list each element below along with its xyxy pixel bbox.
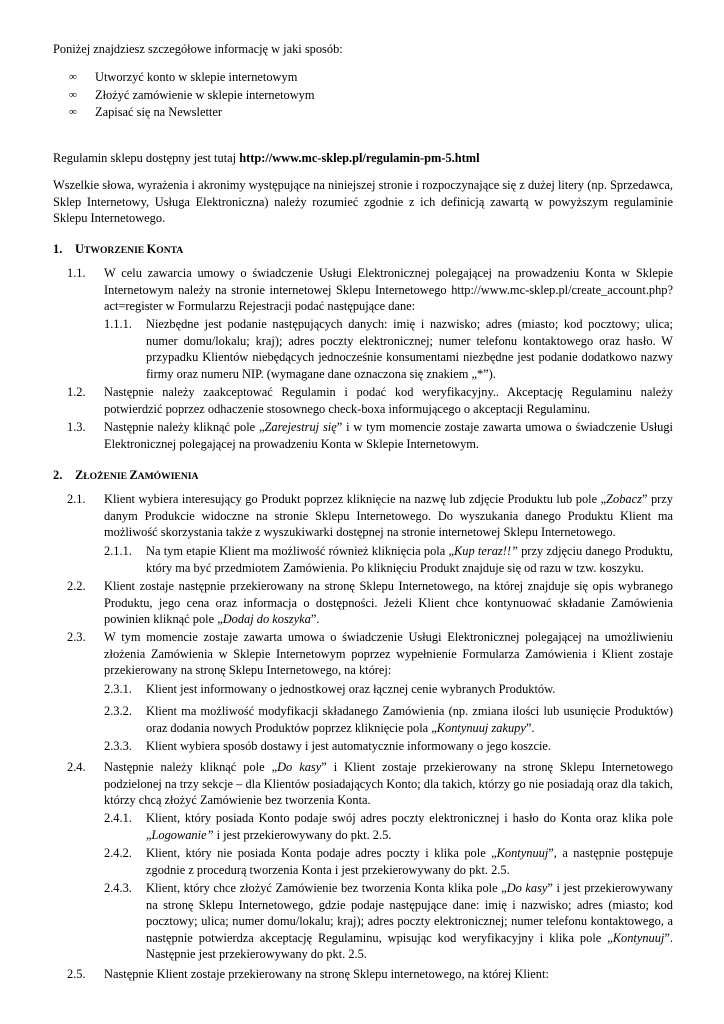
list-item — [69, 87, 315, 105]
clause-2-3-1 — [104, 681, 673, 698]
clause-text: Klient, który nie posiada Konta podaje adres poczty i klika pole „Kontynuuj”, a następnie postępuje zgodnie z procedurą tworzenia Konta i jest przekierowywany do pkt. 2.5. — [146, 846, 674, 877]
clause-1-3 — [67, 419, 673, 452]
clause-text: Następnie należy kliknąć pole „Do kasy” i Klient zostaje przekierowany na stronę Sklepu Internetowego podzielonej na trzy sekcje – dla Klientów posiadających Konto; dla takich, którzy go nie posiadają oraz dla takich, którzy chcą złożyć Zamówienie bez tworzenia Konta. — [104, 760, 674, 808]
section-heading-1 — [53, 241, 183, 260]
clause-2-2 — [67, 578, 673, 628]
intro-text: Poniżej znajdziesz szczegółowe informację w jaki sposób: — [53, 42, 343, 56]
clause-number: 1.1. — [67, 266, 86, 280]
clause-text: W tym momencie zostaje zawarta umowa o świadczenie Usługi Elektronicznej polegającej na umożliwieniu złożenia Zamówienia w Sklepie Internetowym poprzez wypełnienie Formularza Zamówienia i Klient zostaje przekierowany na stronę Sklepu Internetowego, na której: — [104, 630, 673, 678]
clause-text: Następnie Klient zostaje przekierowany na stronę Sklepu internetowego, na której Klient: — [104, 967, 549, 981]
section-title: ZŁOŻENIE ZAMÓWIENIA — [75, 468, 199, 482]
clause-text: Następnie należy zaakceptować Regulamin i podać kod weryfikacyjny.. Akceptację Regulaminu należy potwierdzić poprzez odhaczenie stosownego check-boxa informującego o akceptacji Regulaminu. — [104, 385, 673, 416]
clause-2-4-2 — [104, 845, 673, 878]
clause-number: 2.3.1. — [104, 682, 132, 696]
clause-2-1 — [67, 491, 673, 541]
clause-text: Następnie należy kliknąć pole „Zarejestruj się” i w tym momencie zostaje zawarta umowa o świadczenie Usługi Elektronicznej polegającej na prowadzeniu Konta w Sklepie Internetowym. — [104, 420, 673, 451]
clause-2-3-2 — [104, 703, 673, 736]
clause-text: Klient, który posiada Konto podaje swój adres poczty elektronicznej i hasło do Konta oraz klika pole „Logowanie” i jest przekierowywany do pkt. 2.5. — [146, 811, 673, 842]
clause-number: 2.5. — [67, 967, 86, 981]
clause-2-4 — [67, 759, 673, 809]
section-number: 1. — [53, 242, 63, 256]
clause-number: 2.4. — [67, 760, 86, 774]
clause-text: Klient wybiera interesujący go Produkt poprzez kliknięcie na nazwę lub zdjęcie Produktu lub pole „Zobacz” przy danym Produkcie widoczne na stronie Sklepu Internetowego. Do wyszukania danego Produktu Klient ma możliwość skorzystania także z wyszukiwarki dostępnej na stronie internetowej Sklepu Internetowego. — [104, 492, 673, 540]
clause-number: 1.1.1. — [104, 317, 132, 331]
clause-1-2 — [67, 384, 673, 417]
clause-text: Klient, który chce złożyć Zamówienie bez tworzenia Konta klika pole „Do kasy” i jest przekierowywany na stronę Sklepu Internetowego, gdzie podaje następujące dane: imię i nazwisko; adres (miasto; kod pocztowy; ulica; numer domu/lokalu; kraj); adres poczty elektronicznej; numer telefonu kontaktowego, a następnie potwierdza akceptację Regulaminu, wpisując kod weryfikacyjny i klika pole „Kontynuuj”. Następnie jest przekierowywany do pkt. 2.5. — [146, 881, 673, 962]
clause-number: 2.3.2. — [104, 704, 132, 718]
clause-2-4-3 — [104, 880, 673, 963]
clause-number: 2.1. — [67, 492, 86, 506]
regulamin-prefix: Regulamin sklepu dostępny jest tutaj — [53, 151, 240, 165]
clause-number: 2.3. — [67, 630, 86, 644]
bullet-text: Utworzyć konto w sklepie internetowym — [95, 70, 298, 84]
clause-2-3-3 — [104, 738, 673, 755]
clause-1-1-1 — [104, 316, 673, 382]
clause-2-5 — [67, 966, 673, 983]
clause-number: 2.4.2. — [104, 846, 132, 860]
bullet-text: Zapisać się na Newsletter — [95, 105, 222, 119]
infinity-bullet-icon: ∞ — [69, 88, 77, 101]
clause-text: Klient wybiera sposób dostawy i jest automatycznie informowany o jego koszcie. — [146, 739, 552, 753]
clause-text: Klient jest informowany o jednostkowej oraz łącznej cenie wybranych Produktów. — [146, 682, 556, 696]
clause-number: 1.2. — [67, 385, 86, 399]
clause-number: 2.4.3. — [104, 881, 132, 895]
clause-number: 1.3. — [67, 420, 86, 434]
section-title: UTWORZENIE KONTA — [75, 242, 184, 256]
clause-1-1 — [67, 265, 673, 315]
clause-2-1-1 — [104, 543, 673, 576]
bullet-list — [69, 69, 315, 122]
clause-number: 2.3.3. — [104, 739, 132, 753]
clause-text: W celu zawarcia umowy o świadczenie Usługi Elektronicznej polegającej na prowadzeniu Konta w Sklepie Internetowym należy na stronie internetowej Sklepu Internetowego http://www.mc-sklep.pl/create_account.php?act=register w Formularzu Rejestracji podać następujące dane: — [104, 266, 673, 314]
section-number: 2. — [53, 468, 63, 482]
clause-text: Na tym etapie Klient ma możliwość również kliknięcia pola „Kup teraz!!” przy zdjęciu danego Produktu, który ma być przedmiotem Zamówienia. Po kliknięciu Produkt znajduje się od razu w tzw. koszyku. — [146, 544, 673, 575]
definitions-paragraph: Wszelkie słowa, wyrażenia i akronimy występujące na niniejszej stronie i rozpoczynające się z dużej litery (np. Sprzedawca, Sklep Internetowy, Usługa Elektroniczna) należy rozumieć zgodnie z ich definicją zawartą w powyższym regulaminie Sklepu Internetowego. — [53, 178, 673, 226]
list-item — [69, 104, 315, 122]
clause-text: Klient zostaje następnie przekierowany na stronę Sklepu Internetowego, na której znajduje się opis wybranego Produktu, jego cena oraz informacja o dostępności. Jeżeli Klient chce kontynuować składanie Zamówienia powinien kliknąć pole „Dodaj do koszyka”. — [104, 579, 673, 627]
clause-text: Klient ma możliwość modyfikacji składanego Zamówienia (np. zmiana ilości lub usunięcie Produktów) oraz dodania nowych Produktów poprzez kliknięcie pola „Kontynuuj zakupy”. — [146, 704, 673, 735]
list-item — [69, 69, 315, 87]
bullet-text: Złożyć zamówienie w sklepie internetowym — [95, 87, 315, 102]
infinity-bullet-icon: ∞ — [69, 71, 77, 83]
regulamin-link[interactable]: http://www.mc-sklep.pl/regulamin-pm-5.html — [239, 151, 480, 165]
regulamin-paragraph — [53, 150, 480, 167]
clause-number: 2.4.1. — [104, 811, 132, 825]
clause-number: 2.2. — [67, 579, 86, 593]
clause-2-4-1 — [104, 810, 673, 843]
clause-number: 2.1.1. — [104, 544, 132, 558]
clause-text: Niezbędne jest podanie następujących danych: imię i nazwisko; adres (miasto; kod pocztowy; ulica; numer domu/lokalu; kraj); adres poczty elektronicznej; numer telefonu kontaktowego oraz hasło. W przypadku Klientów niebędących jednocześnie konsumentami niezbędne jest podanie dodatkowo nazwy firmy oraz numeru NIP. (wymagane dane oznaczona się znakiem „*”). — [146, 317, 673, 381]
infinity-bullet-icon: ∞ — [69, 106, 77, 118]
clause-2-3 — [67, 629, 673, 679]
section-heading-2 — [53, 467, 198, 486]
